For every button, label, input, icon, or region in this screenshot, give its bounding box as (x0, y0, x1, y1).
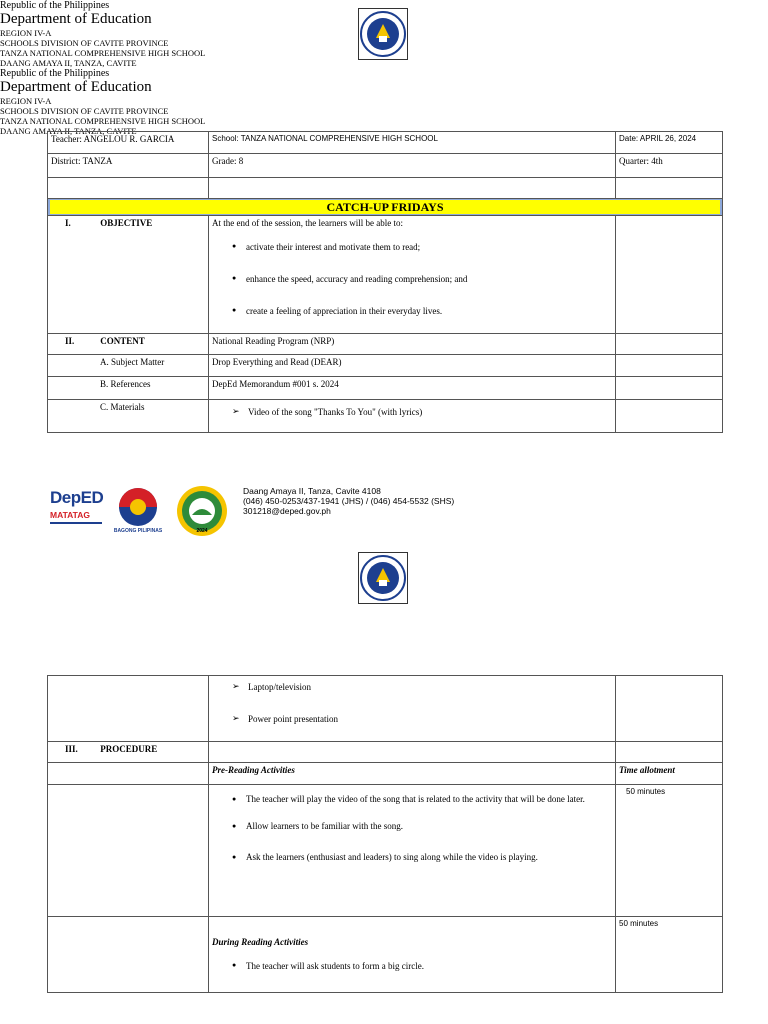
school-text: TANZA NATIONAL COMPREHENSIVE HIGH SCHOOL (0, 48, 206, 58)
catch-up-banner (48, 199, 723, 216)
empty-cell (616, 742, 723, 763)
footer-address: Daang Amaya II, Tanza, Cavite 4108 (243, 486, 381, 496)
pre-reading-time: 50 minutes (616, 785, 723, 917)
department-title: Department of Education (0, 79, 152, 95)
objective-num: I. (65, 218, 71, 228)
empty-cell (48, 917, 209, 993)
empty-cell (616, 400, 723, 433)
republic-text: Republic of the Philippines (0, 68, 110, 79)
references-label: B. References (48, 377, 209, 400)
pre-reading-list (212, 791, 612, 866)
lesson-table-2 (47, 675, 723, 993)
list-item: ➢ Video of the song "Thanks To You" (with lyrics) (234, 407, 612, 417)
procedure-label-cell (48, 742, 209, 763)
empty-cell (616, 178, 723, 199)
objective-list (212, 242, 612, 316)
materials-body-2 (209, 676, 616, 742)
pre-reading-body (209, 785, 616, 917)
matatag-logo-text: MATATAG (50, 510, 90, 520)
materials-label: C. Materials (48, 400, 209, 433)
deped-seal-icon (358, 8, 408, 60)
procedure-label: PROCEDURE (100, 744, 158, 754)
references-value: DepEd Memorandum #001 s. 2024 (209, 377, 616, 400)
objective-intro: At the end of the session, the learners will be able to: (212, 218, 403, 228)
objective-label-cell (48, 216, 209, 334)
list-item: ● activate their interest and motivate them to read; (232, 242, 612, 252)
empty-cell (616, 334, 723, 355)
empty-cell (209, 742, 616, 763)
materials-body-1 (209, 400, 616, 433)
teacher-cell: Teacher: ANGELOU R. GARCIA (48, 132, 209, 154)
empty-cell (48, 676, 209, 742)
list-item: ● The teacher will ask students to form a big circle. (232, 961, 612, 971)
empty-cell (209, 178, 616, 199)
page-header-2 (0, 68, 768, 136)
list-item: ➢ Power point presentation (234, 714, 612, 724)
footer-contact (243, 486, 454, 516)
department-title: Department of Education (0, 11, 152, 27)
deped-logo-text: DepED (50, 488, 104, 507)
empty-cell (616, 377, 723, 400)
content-label-cell (48, 334, 209, 355)
school-cell: School: TANZA NATIONAL COMPREHENSIVE HIGH SCHOOL (209, 132, 616, 154)
footer-email: 301218@deped.gov.ph (243, 506, 331, 516)
empty-cell (616, 355, 723, 377)
pre-reading-title: Pre-Reading Activities (209, 763, 616, 785)
during-reading-time: 50 minutes (616, 917, 723, 993)
school-text: TANZA NATIONAL COMPREHENSIVE HIGH SCHOOL (0, 116, 206, 126)
empty-cell (48, 178, 209, 199)
list-item: ● The teacher will play the video of the song that is related to the activity that will be done later. (232, 791, 612, 808)
region-text: REGION IV-A (0, 28, 52, 38)
grade-cell: Grade: 8 (209, 154, 616, 178)
materials-list (212, 407, 612, 417)
page-header-1 (0, 0, 768, 68)
content-num: II. (65, 336, 75, 346)
empty-cell (616, 676, 723, 742)
list-item: ➢ Laptop/television (234, 682, 612, 692)
quarter-cell: Quarter: 4th (616, 154, 723, 178)
subject-label: A. Subject Matter (48, 355, 209, 377)
seal-year: 2024 (196, 528, 208, 534)
time-allotment-title: Time allotment (616, 763, 723, 785)
empty-cell (48, 785, 209, 917)
content-label: CONTENT (100, 336, 145, 346)
objective-label: OBJECTIVE (100, 218, 153, 228)
content-value: National Reading Program (NRP) (209, 334, 616, 355)
school-seal-icon (176, 485, 228, 537)
district-cell: District: TANZA (48, 154, 209, 178)
list-item: ● enhance the speed, accuracy and reading comprehension; and (232, 274, 612, 284)
division-text: SCHOOLS DIVISION OF CAVITE PROVINCE (0, 38, 169, 48)
list-item: ● create a feeling of appreciation in their everyday lives. (232, 306, 612, 316)
catch-up-title: CATCH-UP FRIDAYS (50, 200, 720, 214)
address-text: DAANG AMAYA II, TANZA, CAVITE (0, 126, 137, 136)
footer-phone: (046) 450-0253/437-1941 (JHS) / (046) 454-5532 (SHS) (243, 496, 455, 506)
logo-underline (50, 522, 102, 524)
deped-seal-icon (358, 552, 408, 604)
lesson-table-1 (47, 131, 723, 433)
list-item: ● Allow learners to be familiar with the song. (232, 818, 612, 835)
list-item: ● Ask the learners (enthusiast and leaders) to sing along while the video is playing. (232, 849, 612, 866)
during-reading-list (212, 961, 612, 971)
during-reading-title: During Reading Activities (212, 937, 309, 947)
bagong-pilipinas-text: BAGONG PILIPINAS (113, 528, 163, 534)
date-cell: Date: APRIL 26, 2024 (616, 132, 723, 154)
empty-cell (616, 216, 723, 334)
deped-matatag-logo (50, 488, 106, 536)
procedure-num: III. (65, 744, 78, 754)
objective-body (209, 216, 616, 334)
subject-value: Drop Everything and Read (DEAR) (209, 355, 616, 377)
address-text: DAANG AMAYA II, TANZA, CAVITE (0, 58, 137, 68)
region-text: REGION IV-A (0, 96, 52, 106)
empty-cell (48, 763, 209, 785)
division-text: SCHOOLS DIVISION OF CAVITE PROVINCE (0, 106, 169, 116)
republic-text: Republic of the Philippines (0, 0, 110, 11)
during-reading-body (209, 917, 616, 993)
materials-list (212, 682, 612, 724)
